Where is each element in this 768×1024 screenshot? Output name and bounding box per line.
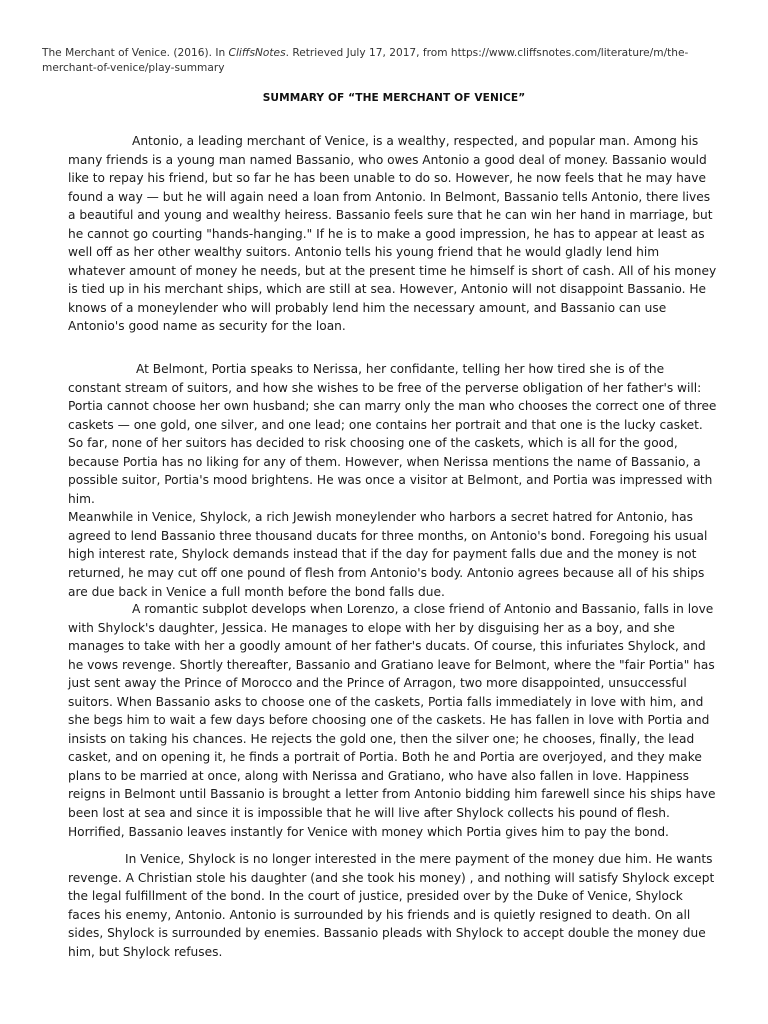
- citation-suffix: . Retrieved July 17, 2017, from https://www.cliffsnotes.com/literature/m/the-merchant-of-venice/play-summary: [42, 47, 689, 74]
- paragraph-2: [68, 360, 718, 601]
- paragraph-2-continued: Meanwhile in Venice, Shylock, a rich Jewish moneylender who harbors a secret hatred for Antonio, has agreed to lend Bassanio three thousand ducats for three months, on Antonio's bond. Foregoing his usual high interest rate, Shylock demands instead that if the day for payment falls due and the money is not returned, he may cut off one pound of flesh from Antonio's body. Antonio agrees because all of his ships are due back in Venice a full month before the bond falls due.: [68, 510, 708, 599]
- paragraph-1: Antonio, a leading merchant of Venice, is a wealthy, respected, and popular man. Among his many friends is a young man named Bassanio, who owes Antonio a good deal of money. Bassanio would like to repay his friend, but so far he has been unable to do so. However, he now feels that he may have found a way — but he will again need a loan from Antonio. In Belmont, Bassanio tells Antonio, there lives a beautiful and young and wealthy heiress. Bassanio feels sure that he can win her hand in marriage, but he cannot go courting "hands-hanging." If he is to make a good impression, he has to appear at least as well off as her other wealthy suitors. Antonio tells his young friend that he would gladly lend him whatever amount of money he needs, but at the present time he himself is short of cash. All of his money is tied up in his merchant ships, which are still at sea. However, Antonio will not disappoint Bassanio. He knows of a moneylender who will probably lend him the necessary amount, and Bassanio can use Antonio's good name as security for the loan.: [68, 134, 717, 334]
- citation: [42, 46, 742, 76]
- citation-source: CliffsNotes: [228, 47, 286, 59]
- citation-prefix: The Merchant of Venice. (2016). In: [42, 47, 229, 59]
- paragraph-4: In Venice, Shylock is no longer interested in the mere payment of the money due him. He wants revenge. A Christian stole his daughter (and she took his money) , and nothing will satisfy Shylock except the legal fulfillment of the bond. In the court of justice, presided over by the Duke of Venice, Shylock faces his enemy, Antonio. Antonio is surrounded by his friends and is quietly resigned to death. On all sides, Shylock is surrounded by enemies. Bassanio pleads with Shylock to accept double the money due him, but Shylock refuses.: [68, 852, 715, 959]
- paragraph-2-text: At Belmont, Portia speaks to Nerissa, her confidante, telling her how tired she is of the constant stream of suitors, and how she wishes to be free of the perverse obligation of her father's will: Portia cannot choose her own husband; she can marry only the man who chooses the correct one of three caskets — one gold, one silver, and one lead; one contains her portrait and that one is the lucky casket. So far, none of her suitors has decided to risk choosing one of the caskets, which is all for the good, because Portia has no liking for any of them. However, when Nerissa mentions the name of Bassanio, a possible suitor, Portia's mood brightens. He was once a visitor at Belmont, and Portia was impressed with him.: [68, 362, 717, 506]
- document-title: SUMMARY OF “THE MERCHANT OF VENICE”: [262, 92, 526, 104]
- paragraph-3: A romantic subplot develops when Lorenzo, a close friend of Antonio and Bassanio, falls in love with Shylock's daughter, Jessica. He manages to elope with her by disguising her as a boy, and she manages to take with her a goodly amount of her father's ducats. Of course, this infuriates Shylock, and he vows revenge. Shortly thereafter, Bassanio and Gratiano leave for Belmont, where the "fair Portia" has just sent away the Prince of Morocco and the Prince of Arragon, two more disappointed, unsuccessful suitors. When Bassanio asks to choose one of the caskets, Portia falls immediately in love with him, and she begs him to wait a few days before choosing one of the caskets. He has fallen in love with Portia and insists on taking his chances. He rejects the gold one, then the silver one; he chooses, finally, the lead casket, and on opening it, he finds a portrait of Portia. Both he and Portia are overjoyed, and they make plans to be married at once, along with Nerissa and Gratiano, who have also fallen in love. Happiness reigns in Belmont until Bassanio is brought a letter from Antonio bidding him farewell since his ships have been lost at sea and since it is impossible that he will live after Shylock collects his pound of flesh. Horrified, Bassanio leaves instantly for Venice with money which Portia gives him to pay the bond.: [68, 602, 716, 839]
